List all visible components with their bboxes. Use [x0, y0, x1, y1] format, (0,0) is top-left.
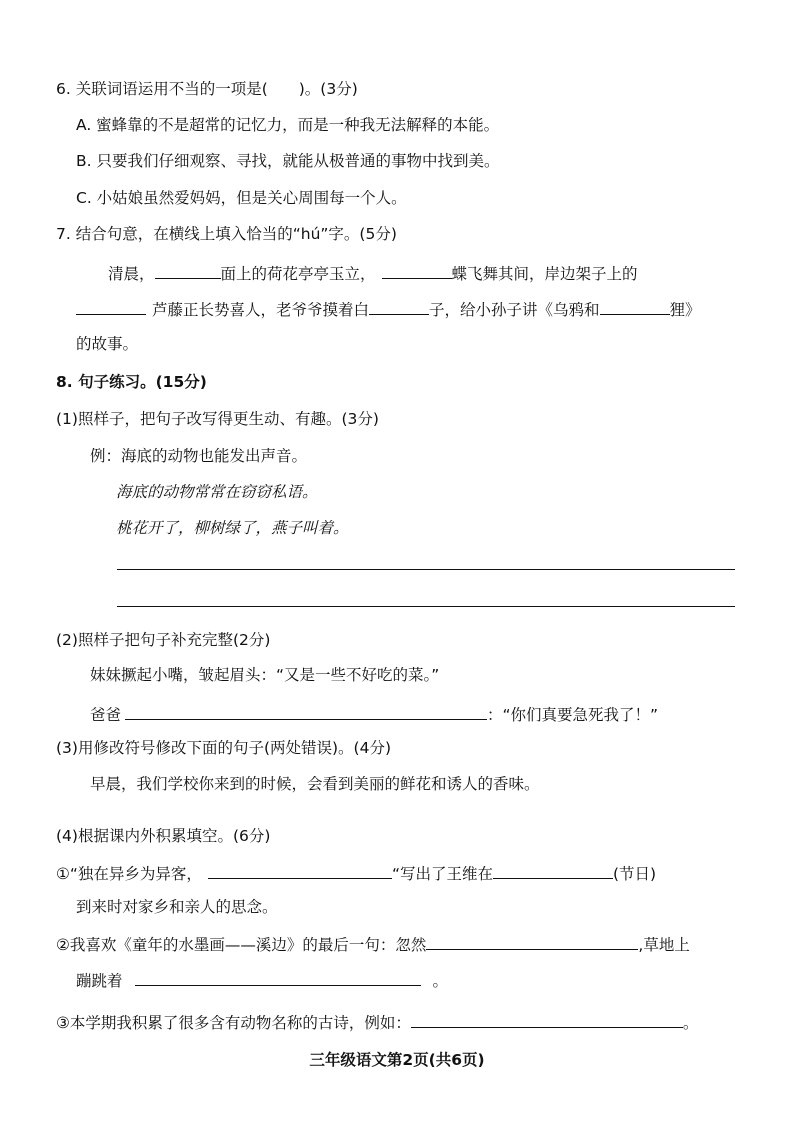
q8-4-item-1 [56, 862, 656, 884]
q6-stem: 6. 关联词语运用不当的一项是( )。(3分) [56, 80, 358, 98]
page-footer: 三年级语文第2页(共6页) [309, 1051, 485, 1069]
q8-4-stem: (4)根据课内外积累填空。(6分) [56, 827, 271, 845]
q7-stem: 7. 结合句意，在横线上填入恰当的“hú”字。(5分) [56, 225, 397, 243]
q8-4-item-3 [56, 1011, 698, 1033]
q8-2-task [90, 703, 658, 725]
answer-blank[interactable] [155, 262, 221, 279]
answer-line[interactable] [117, 606, 735, 607]
q8-1-example-answer: 海底的动物常常在窃窃私语。 [116, 483, 318, 501]
q6-option-a: A. 蜜蜂靠的不是超常的记忆力，而是一种我无法解释的本能。 [76, 116, 500, 134]
q7-text: 清晨， [108, 265, 155, 283]
q7-text: 子，给小孙子讲《乌鸦和 [429, 301, 600, 319]
q8-4-item-1-cont: 到来时对家乡和亲人的思念。 [76, 898, 278, 916]
q8-2-text: ：“你们真要急死我了！” [487, 706, 659, 724]
q7-line-2 [76, 298, 701, 320]
q6-option-c: C. 小姑娘虽然爱妈妈，但是关心周围每一个人。 [76, 189, 407, 207]
q8-4-text: 。 [432, 972, 449, 990]
q8-4-text: ②我喜欢《童年的水墨画——溪边》的最后一句：忽然 [56, 936, 427, 954]
answer-blank[interactable] [493, 862, 613, 879]
q7-text: 蝶飞舞其间，岸边架子上的 [451, 265, 638, 283]
answer-blank[interactable] [600, 298, 670, 315]
q8-4-item-2-cont [76, 969, 448, 991]
answer-blank[interactable] [135, 969, 421, 986]
q8-4-text: “写出了王维在 [391, 865, 493, 883]
q7-text: 面上的荷花亭亭玉立， [220, 265, 376, 283]
q8-4-text: 蹦跳着 [76, 972, 123, 990]
q8-2-stem: (2)照样子把句子补充完整(2分) [56, 631, 271, 649]
q8-4-text: 。 [682, 1014, 699, 1032]
answer-blank[interactable] [208, 862, 392, 879]
q8-4-text: ③本学期我积累了很多含有动物名称的古诗，例如： [56, 1014, 411, 1032]
q8-2-text: 爸爸 [90, 706, 122, 724]
q7-line-1 [108, 262, 638, 284]
q8-1-task: 桃花开了，柳树绿了，燕子叫着。 [116, 519, 349, 537]
answer-blank[interactable] [411, 1011, 683, 1028]
q8-title: 8. 句子练习。(15分) [56, 373, 207, 391]
answer-line[interactable] [117, 569, 735, 570]
q7-text: 芦藤正长势喜人，老爷爷摸着白 [152, 301, 370, 319]
q8-4-item-2 [56, 933, 690, 955]
answer-blank[interactable] [369, 298, 429, 315]
answer-blank[interactable] [76, 298, 146, 315]
q7-line-3: 的故事。 [76, 335, 139, 353]
answer-blank[interactable] [125, 703, 487, 720]
q8-2-example: 妹妹撅起小嘴，皱起眉头：“又是一些不好吃的菜。” [90, 666, 440, 684]
q8-3-sentence: 早晨，我们学校你来到的时候，会看到美丽的鲜花和诱人的香味。 [90, 775, 540, 793]
q8-4-text: ,草地上 [638, 936, 690, 954]
q8-4-text: (节日) [612, 865, 657, 883]
q8-4-text: ①“独在异乡为异客， [56, 865, 202, 883]
q8-1-stem: (1)照样子，把句子改写得更生动、有趣。(3分) [56, 410, 379, 428]
q6-option-b: B. 只要我们仔细观察、寻找，就能从极普通的事物中找到美。 [76, 152, 500, 170]
answer-blank[interactable] [426, 933, 638, 950]
answer-blank[interactable] [382, 262, 452, 279]
q7-text: 狸》 [669, 301, 701, 319]
q8-3-stem: (3)用修改符号修改下面的句子(两处错误)。(4分) [56, 739, 392, 757]
q8-1-example: 例：海底的动物也能发出声音。 [90, 447, 308, 465]
